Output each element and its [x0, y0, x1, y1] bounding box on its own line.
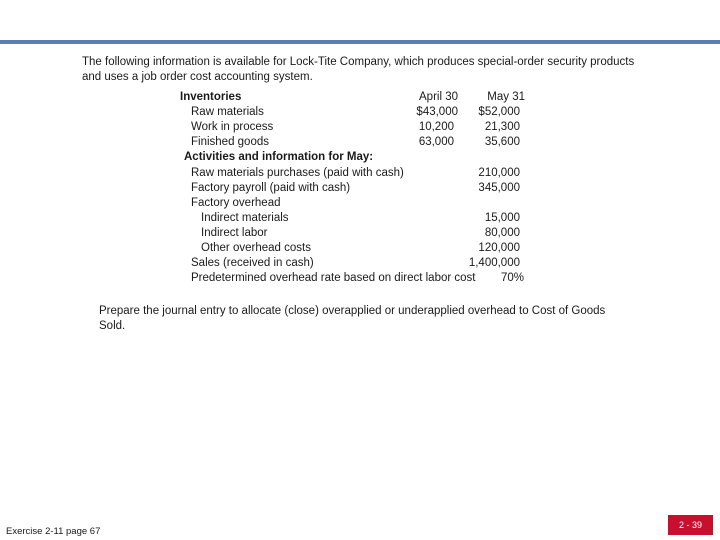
overhead-item-value: 80,000 — [484, 227, 520, 239]
factory-overhead-label: Factory overhead — [191, 197, 281, 209]
activity-label: Raw materials purchases (paid with cash) — [191, 167, 404, 179]
inventory-row-label: Finished goods — [191, 136, 269, 148]
exercise-reference: Exercise 2-11 page 67 — [6, 526, 101, 537]
activity-label: Factory payroll (paid with cash) — [191, 182, 351, 194]
col-april-header: April 30 — [419, 91, 458, 103]
inventory-row-label: Raw materials — [191, 106, 264, 118]
overhead-item-value: 120,000 — [478, 242, 520, 254]
intro-paragraph: The following information is available for Lock-Tite Company, which produces special-order security products and uses a job order cost accounting system. — [82, 56, 635, 83]
sales-value: 1,400,000 — [468, 257, 520, 269]
inventory-row-april: 10,200 — [418, 121, 454, 133]
overhead-rate-value: 70% — [500, 272, 524, 284]
top-divider — [0, 40, 720, 44]
overhead-rate-label: Predetermined overhead rate based on direct labor cost — [191, 272, 476, 284]
activity-value: 345,000 — [478, 182, 520, 194]
exercise-prompt: Prepare the journal entry to allocate (close) overapplied or underapplied overhead to Cost of Goods Sold. — [99, 305, 606, 332]
activities-heading: Activities and information for May: — [184, 151, 374, 163]
inventory-row-april: 63,000 — [418, 136, 454, 148]
overhead-item-label: Other overhead costs — [201, 242, 311, 254]
inventory-row-april: $43,000 — [416, 106, 458, 118]
inventories-heading: Inventories — [180, 91, 242, 103]
inventory-row-may: 21,300 — [484, 121, 520, 133]
col-may-header: May 31 — [487, 91, 525, 103]
inventory-row-may: 35,600 — [484, 136, 520, 148]
overhead-item-label: Indirect labor — [201, 227, 268, 239]
activity-value: 210,000 — [478, 167, 520, 179]
sales-label: Sales (received in cash) — [191, 257, 314, 269]
page-number-badge: 2 - 39 — [668, 515, 713, 535]
overhead-item-label: Indirect materials — [201, 212, 289, 224]
inventory-row-label: Work in process — [191, 121, 274, 133]
inventory-row-may: $52,000 — [478, 106, 520, 118]
overhead-item-value: 15,000 — [484, 212, 520, 224]
